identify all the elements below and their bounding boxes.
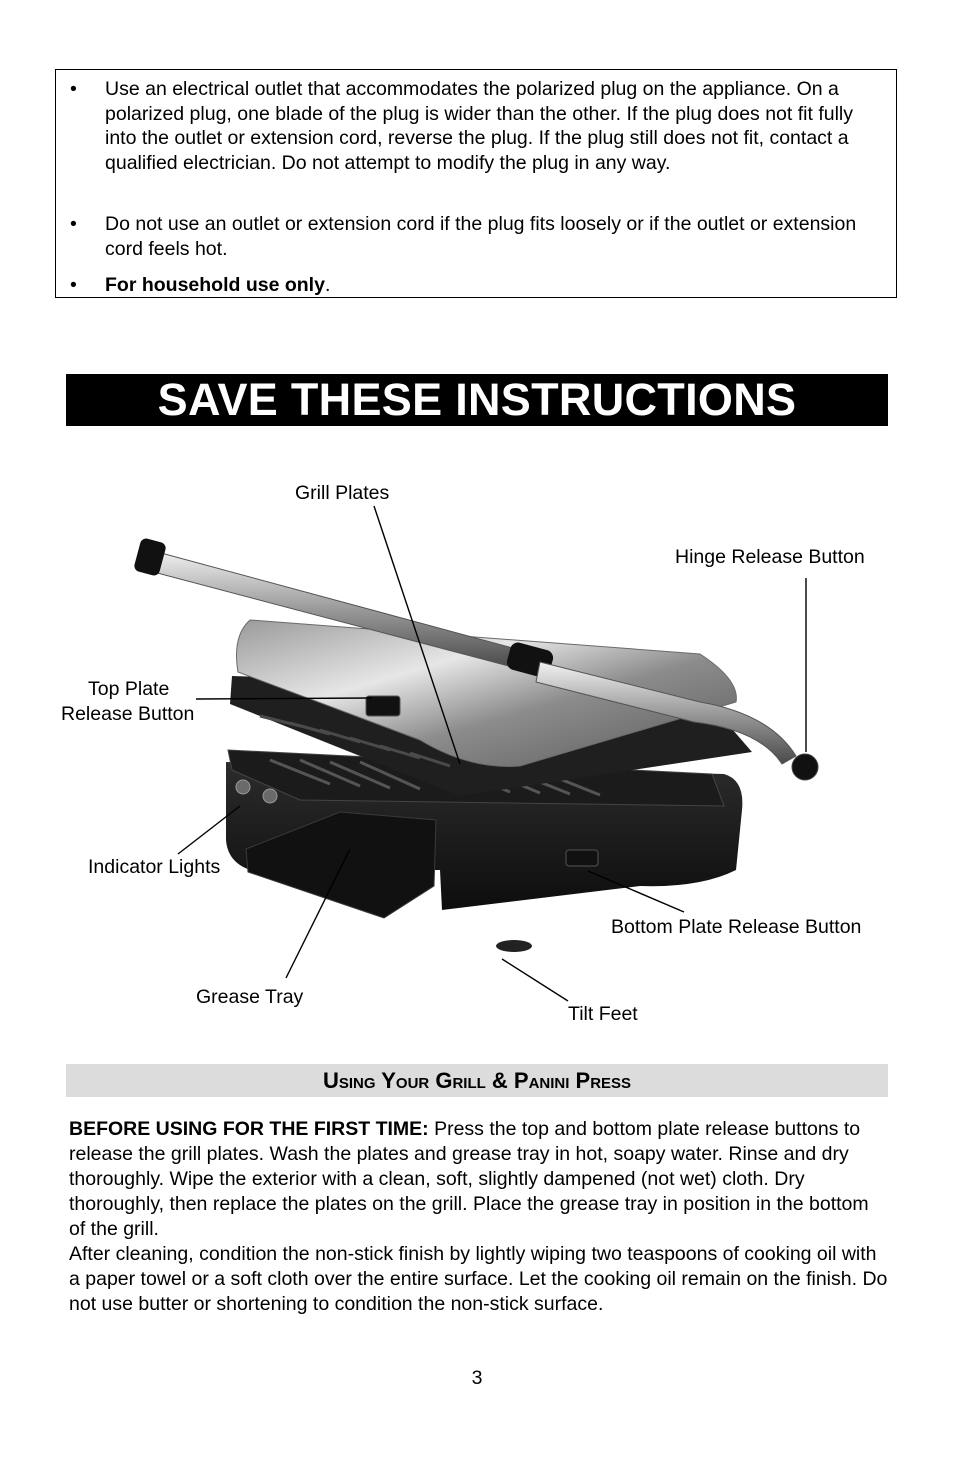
conditioning-paragraph: After cleaning, condition the non-stick finish by lightly wiping two teaspoons of cooking oil with a paper towel or a soft cloth over the entire surface. Let the cooking oil remain on the finish. Do not use butter or shortening to condition the non-stick surface.: [69, 1243, 888, 1315]
hinge-release-knob: [792, 754, 818, 780]
label-top-plate-line2: Release Button: [61, 703, 195, 725]
household-bold: For household use only: [105, 274, 325, 296]
label-hinge-release-button: Hinge Release Button: [675, 546, 865, 568]
grill-diagram: [0, 440, 954, 1060]
bottom-plate-release-knob: [566, 850, 598, 866]
safety-item-text: Do not use an outlet or extension cord if the plug fits loosely or if the outlet or extension cord feels hot.: [105, 213, 857, 260]
safety-item-text: Use an electrical outlet that accommodates the polarized plug on the appliance. On a polarized plug, one blade of the plug is wider than the other. If the plug does not fit fully into the outlet or extension cord, reverse the plug. If the plug still does not fit, contact a qualified electrician. Do not attempt to modify the plug in any way.: [105, 78, 853, 174]
label-bottom-plate-release-button: Bottom Plate Release Button: [611, 916, 862, 938]
tilt-foot: [496, 940, 532, 952]
label-tilt-feet: Tilt Feet: [568, 1003, 638, 1025]
bullet-symbol: •: [70, 274, 77, 296]
label-indicator-lights: Indicator Lights: [88, 856, 221, 878]
label-grill-plates: Grill Plates: [295, 482, 390, 504]
first-time-text: Press the top and bottom plate release buttons to release the grill plates. Wash the plates and grease tray in hot, soapy water. Rinse and dry thoroughly. Wipe the exterior with a clean, soft, slightly dampened (not wet) cloth. Dry thoroughly, then replace the plates on the grill. Place the grease tray in position in the bottom of the grill.: [69, 1118, 869, 1240]
top-plate-release-knob: [366, 696, 400, 716]
leader-top-plate-release: [196, 698, 372, 699]
bullet-symbol: •: [70, 78, 77, 100]
page-number: 3: [471, 1367, 483, 1389]
grill-illustration: [0, 440, 954, 1060]
indicator-light-1: [236, 780, 250, 794]
first-time-heading: BEFORE USING FOR THE FIRST TIME:: [69, 1118, 429, 1140]
label-top-plate-line1: Top Plate: [88, 678, 170, 700]
safety-item-text: [105, 273, 885, 298]
save-instructions-banner: SAVE THESE INSTRUCTIONS: [66, 374, 888, 426]
section-title: Using Your Grill & Panini Press: [66, 1064, 888, 1097]
bullet-symbol: •: [70, 213, 77, 235]
safety-box: [55, 69, 897, 298]
household-tail: .: [324, 274, 331, 296]
leader-tilt-feet: [502, 959, 568, 1001]
label-grease-tray: Grease Tray: [196, 986, 304, 1008]
indicator-light-2: [263, 789, 277, 803]
first-time-paragraph: [69, 1117, 889, 1242]
